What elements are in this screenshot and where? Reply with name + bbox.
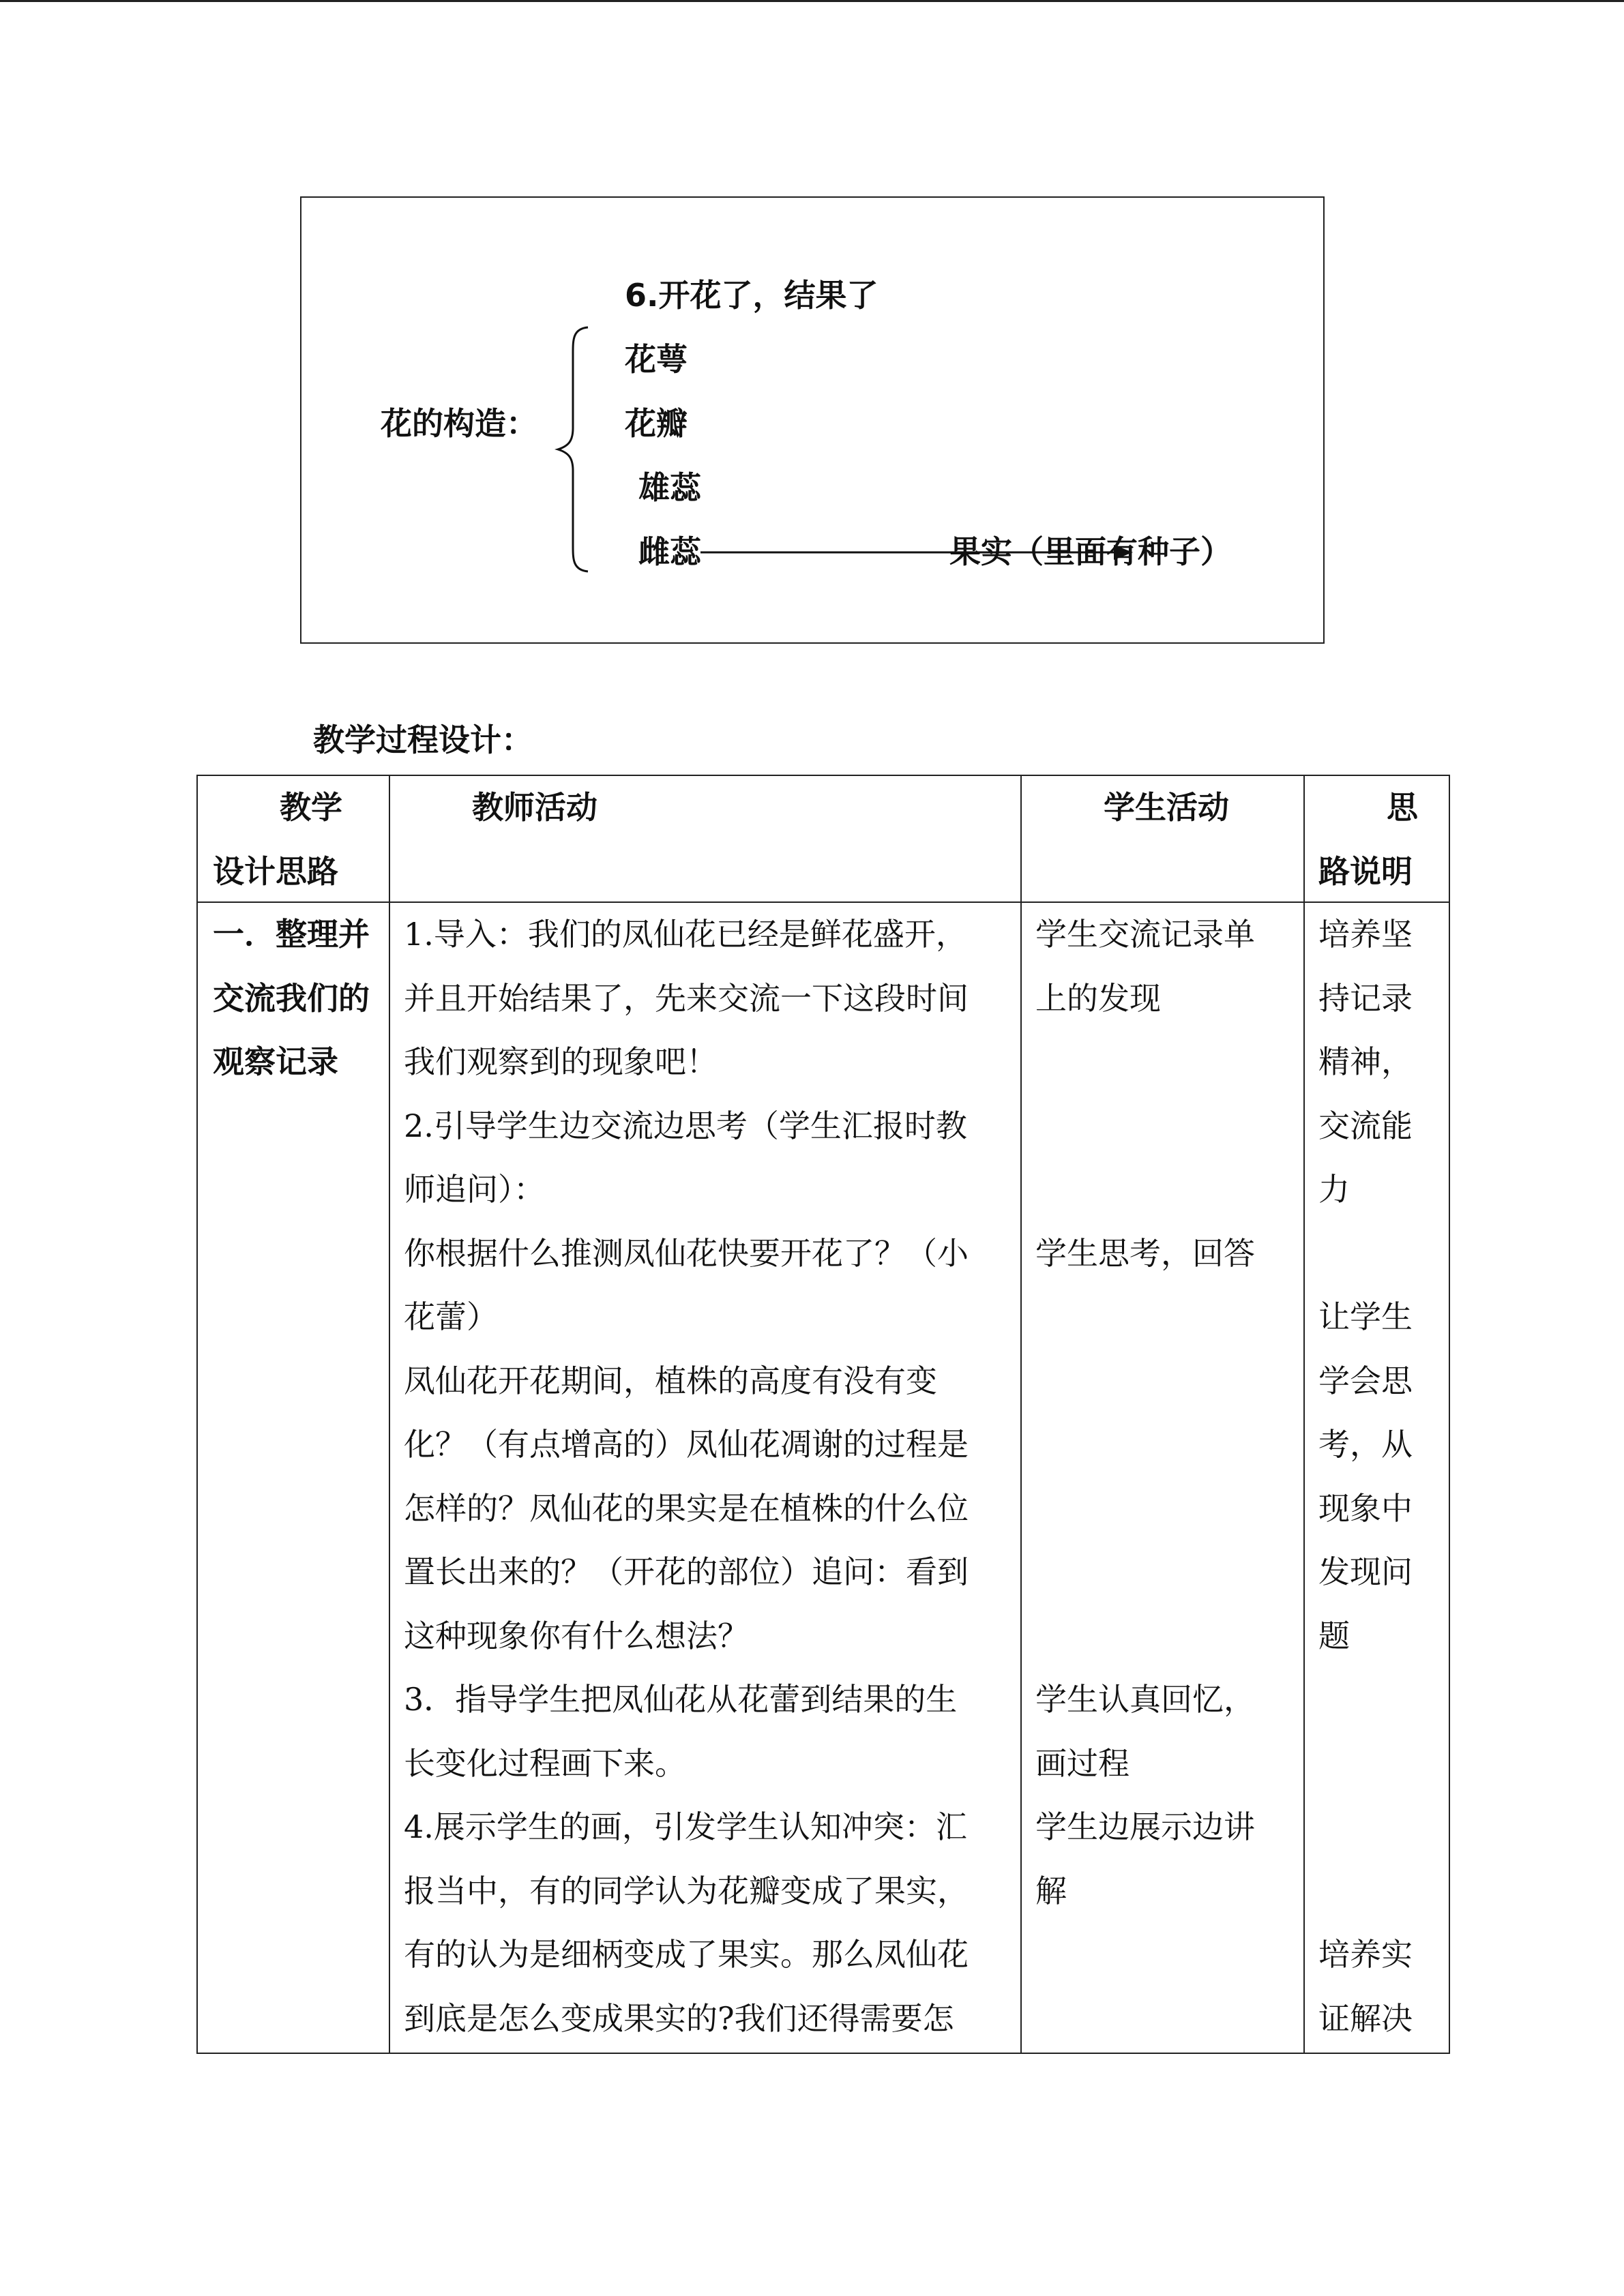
teacher-line: 凤仙花开花期间，植株的高度有没有变 (404, 1362, 937, 1399)
student-line: 解 (1035, 1872, 1067, 1909)
rationale-line (1318, 1732, 1413, 1796)
header-teacher-activity: 教师活动 (472, 789, 597, 826)
row1-design-idea (213, 903, 370, 1094)
row1-col1-line: 交流我们的 (213, 979, 370, 1017)
board-title: 6.开花了，结果了 (625, 277, 879, 314)
teacher-line: 这种现象你有什么想法？ (404, 1617, 749, 1654)
page-top-border (0, 0, 1624, 2)
row1-rationale (1318, 903, 1413, 2051)
rationale-line: 发现问 (1318, 1553, 1413, 1590)
header-design-idea-line1: 教学 (280, 789, 342, 826)
student-line (1035, 1285, 1255, 1350)
row1-student-activity (1035, 903, 1255, 2051)
teacher-line: 并且开始结果了，先来交流一下这段时间 (404, 979, 969, 1017)
student-line: 上的发现 (1035, 979, 1161, 1017)
teacher-line: 师追问）： (404, 1171, 545, 1208)
header-student-activity: 学生活动 (1104, 789, 1229, 826)
row1-col1-line: 一．整理并 (213, 916, 370, 953)
student-line (1035, 1477, 1255, 1541)
rationale-line: 证解决 (1318, 1999, 1413, 2037)
student-line (1035, 1413, 1255, 1477)
col-divider-1 (389, 776, 390, 2053)
brace-symbol (554, 326, 595, 573)
student-line: 学生边展示边讲 (1035, 1808, 1255, 1845)
student-line (1035, 1540, 1255, 1605)
rationale-line: 培养坚 (1318, 916, 1413, 953)
teacher-line: 花蕾） (404, 1298, 498, 1335)
student-line: 学生交流记录单 (1035, 916, 1255, 953)
header-rationale-line2: 路说明 (1318, 852, 1413, 890)
teacher-line: 3．指导学生把凤仙花从花蕾到结果的生 (404, 1681, 958, 1718)
teaching-process-table (196, 775, 1450, 2054)
teacher-line: 到底是怎么变成果实的?我们还得需要怎 (404, 1999, 954, 2037)
student-line (1035, 1094, 1255, 1159)
rationale-line: 学会思 (1318, 1362, 1413, 1399)
header-design-idea-line2: 设计思路 (213, 852, 338, 890)
student-line (1035, 1350, 1255, 1414)
rationale-line: 力 (1318, 1171, 1350, 1208)
rationale-line (1318, 1860, 1413, 1924)
rationale-line: 交流能 (1318, 1107, 1413, 1144)
rationale-line (1318, 1795, 1413, 1860)
rationale-line: 让学生 (1318, 1298, 1413, 1335)
rationale-line (1318, 1222, 1413, 1286)
section-title: 教学过程设计： (313, 721, 533, 758)
student-line (1035, 1605, 1255, 1669)
rationale-line (1318, 1668, 1413, 1732)
teacher-line: 你根据什么推测凤仙花快要开花了？（小 (404, 1234, 969, 1272)
fruit-result: 果实（里面有种子） (949, 533, 1232, 570)
part-sepal: 花萼 (625, 341, 688, 378)
teacher-line: 长变化过程画下来。 (404, 1744, 686, 1782)
teacher-line: 有的认为是细柄变成了果实。那么凤仙花 (404, 1936, 969, 1973)
row1-teacher-activity (404, 903, 969, 2051)
part-petal: 花瓣 (625, 405, 688, 442)
board-structure-label: 花的构造： (381, 405, 537, 442)
teacher-line: 怎样的？凤仙花的果实是在植株的什么位 (404, 1489, 969, 1527)
student-line (1035, 1987, 1255, 2051)
student-line: 学生认真回忆， (1035, 1681, 1255, 1718)
student-line (1035, 1923, 1255, 1987)
rationale-line: 精神， (1318, 1043, 1413, 1080)
teacher-line: 4.展示学生的画，引发学生认知冲突：汇 (404, 1808, 967, 1845)
rationale-line: 题 (1318, 1617, 1350, 1654)
rationale-line: 培养实 (1318, 1936, 1413, 1973)
header-rationale-line1: 思 (1387, 789, 1418, 826)
teacher-line: 报当中，有的同学认为花瓣变成了果实， (404, 1872, 969, 1909)
rationale-line: 考，从 (1318, 1426, 1413, 1463)
part-stamen: 雄蕊 (638, 469, 701, 506)
rationale-line: 持记录 (1318, 979, 1413, 1017)
header-design-idea (213, 776, 383, 904)
teacher-line: 置长出来的？（开花的部位）追问：看到 (404, 1553, 969, 1590)
blackboard-design-box (300, 196, 1325, 644)
student-line (1035, 1158, 1255, 1222)
teacher-line: 2.引导学生边交流边思考（学生汇报时教 (404, 1107, 967, 1144)
col-divider-2 (1020, 776, 1022, 2053)
teacher-line: 化？（有点增高的）凤仙花凋谢的过程是 (404, 1426, 969, 1463)
teacher-line: 我们观察到的现象吧！ (404, 1043, 718, 1080)
part-pistil: 雌蕊 (638, 533, 701, 570)
col-divider-3 (1303, 776, 1305, 2053)
header-rationale (1318, 776, 1441, 904)
teacher-line: 1.导入：我们的凤仙花已经是鲜花盛开， (404, 916, 967, 953)
student-line (1035, 1030, 1255, 1094)
row1-col1-line: 观察记录 (213, 1043, 338, 1080)
student-line: 学生思考，回答 (1035, 1234, 1255, 1272)
student-line: 画过程 (1035, 1744, 1130, 1782)
rationale-line: 现象中 (1318, 1489, 1413, 1527)
